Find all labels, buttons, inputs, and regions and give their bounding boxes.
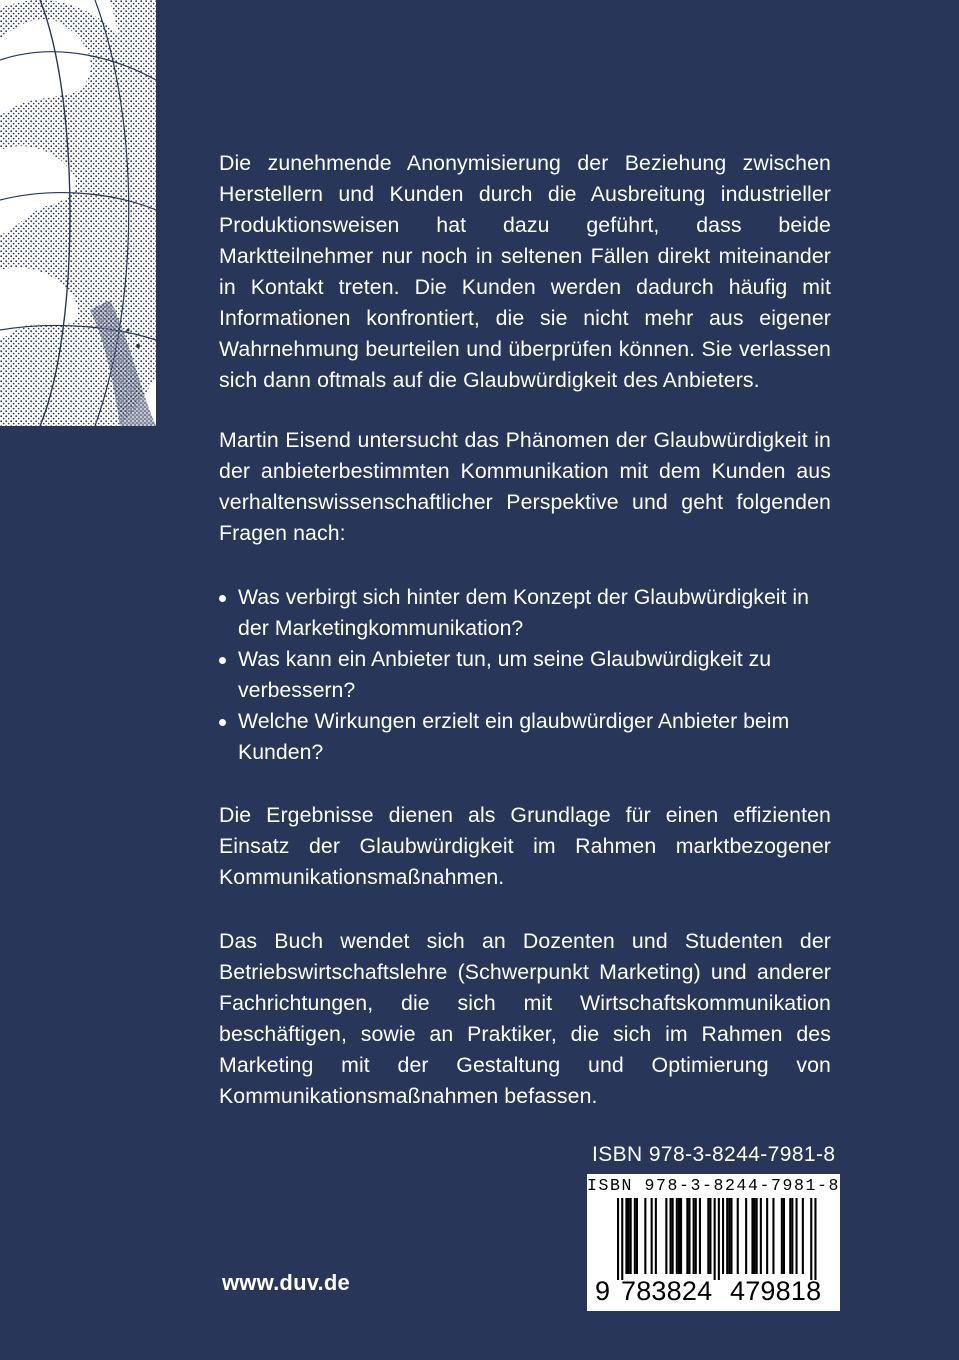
description-paragraph-4: Das Buch wendet sich an Dozenten und Studenten der Betriebswirtschaftslehre (Schwerpunkt Marketing) und anderer Fachrichtungen, die sich mit Wirtschaftskommunikation beschäftigen, sowie an Praktiker, die sich im Rahmen des Marketing mit der Gestaltung und Optimierung von Kommunikationsmaßnahmen befassen. xyxy=(219,929,831,1108)
barcode-bar xyxy=(695,1198,697,1274)
barcode-bar xyxy=(644,1198,646,1274)
barcode-bar xyxy=(810,1198,812,1280)
barcode-bar xyxy=(707,1198,709,1274)
barcode-bar xyxy=(789,1198,791,1274)
barcode-bar xyxy=(688,1198,690,1274)
barcode-bar xyxy=(699,1198,701,1274)
description-paragraph-3: Die Ergebnisse dienen als Grundlage für einen effizienten Einsatz der Glaubwürdigkeit im Rahmen marktbezogener Kommunikationsmaßnahmen. xyxy=(219,803,831,889)
barcode-bar xyxy=(791,1198,793,1274)
barcode-bar xyxy=(745,1198,747,1274)
bullet-icon xyxy=(219,595,226,602)
barcode-bar xyxy=(651,1198,653,1274)
barcode-bar xyxy=(636,1198,638,1274)
barcode-bar xyxy=(756,1198,758,1274)
barcode-bar xyxy=(621,1198,623,1280)
question-text: Was verbirgt sich hinter dem Konzept der Glaubwürdigkeit in der Marketingkommunikation? xyxy=(238,585,809,640)
barcode-bar xyxy=(722,1198,724,1274)
description-paragraph-2: Martin Eisend untersucht das Phänomen der Glaubwürdigkeit in der anbieterbestimmten Kommunikation mit dem Kunden aus verhaltenswissenschaftlicher Perspektive und geht folgenden Fragen nach: xyxy=(219,428,831,545)
barcode-bar xyxy=(709,1198,711,1274)
barcode-first-digit: 9 xyxy=(595,1276,611,1306)
barcode-bar xyxy=(730,1198,732,1274)
barcode-right-group: 479818 xyxy=(730,1276,822,1306)
barcode-bar xyxy=(796,1198,798,1274)
bullet-icon xyxy=(219,719,226,726)
barcode-bar xyxy=(672,1198,674,1274)
isbn-label: ISBN 978-3-8244-7981-8 xyxy=(592,1143,836,1166)
question-text: Welche Wirkungen erzielt ein glaubwürdiger Anbieter beim Kunden? xyxy=(238,709,790,764)
barcode-isbn-text: ISBN 978-3-8244-7981-8 xyxy=(587,1176,841,1195)
description-paragraph-1: Die zunehmende Anonymisierung der Beziehung zwischen Herstellern und Kunden durch die Ausbreitung industrieller Produktionsweisen hat dazu geführt, dass beide Marktteilnehmer nur noch in seltenen Fällen direkt miteinander in Kontakt treten. Die Kunden werden dadurch häufig mit Informationen konfrontiert, die sie nicht mehr aus eigener Wahrnehmung beurteilen und überprüfen können. Sie verlassen sich dann oftmals auf die Glaubwürdigkeit des Anbieters. xyxy=(219,151,831,392)
barcode-bar xyxy=(617,1198,619,1280)
barcode-box xyxy=(587,1174,840,1311)
question-item xyxy=(219,582,831,644)
barcode-bar xyxy=(665,1198,667,1274)
question-text: Was kann ein Anbieter tun, um seine Glaubwürdigkeit zu verbessern? xyxy=(238,647,772,702)
barcode-bar xyxy=(670,1198,672,1274)
barcode-bar xyxy=(814,1198,816,1280)
barcode-bar xyxy=(728,1198,730,1274)
barcode xyxy=(587,1198,840,1280)
barcode-bar xyxy=(714,1198,716,1280)
barcode-bar xyxy=(678,1198,680,1274)
barcode-bar xyxy=(718,1198,720,1280)
barcode-bar xyxy=(783,1198,785,1274)
question-item xyxy=(219,706,831,768)
barcode-bar xyxy=(676,1198,678,1274)
website-link[interactable]: www.duv.de xyxy=(222,1270,350,1295)
question-list xyxy=(219,582,831,768)
barcode-bar xyxy=(726,1198,728,1274)
barcode-bar xyxy=(625,1198,627,1274)
barcode-bar xyxy=(766,1198,768,1274)
barcode-bar xyxy=(686,1198,688,1274)
barcode-bar xyxy=(754,1198,756,1274)
barcode-bar xyxy=(751,1198,753,1274)
barcode-bar xyxy=(772,1198,774,1274)
globe-svg xyxy=(0,0,156,426)
barcode-bar xyxy=(680,1198,682,1274)
barcode-bar xyxy=(628,1198,630,1274)
barcode-bar xyxy=(630,1198,632,1274)
barcode-bar xyxy=(781,1198,783,1274)
barcode-bar xyxy=(737,1198,739,1274)
barcode-bar xyxy=(634,1198,636,1274)
barcode-bar xyxy=(760,1198,762,1274)
globe-illustration xyxy=(0,0,156,426)
back-cover-text xyxy=(219,148,831,1112)
barcode-bar xyxy=(802,1198,804,1274)
barcode-left-group: 783824 xyxy=(621,1276,713,1306)
bullet-icon xyxy=(219,657,226,664)
question-item xyxy=(219,644,831,706)
barcode-bar xyxy=(693,1198,695,1274)
barcode-bar xyxy=(655,1198,657,1274)
